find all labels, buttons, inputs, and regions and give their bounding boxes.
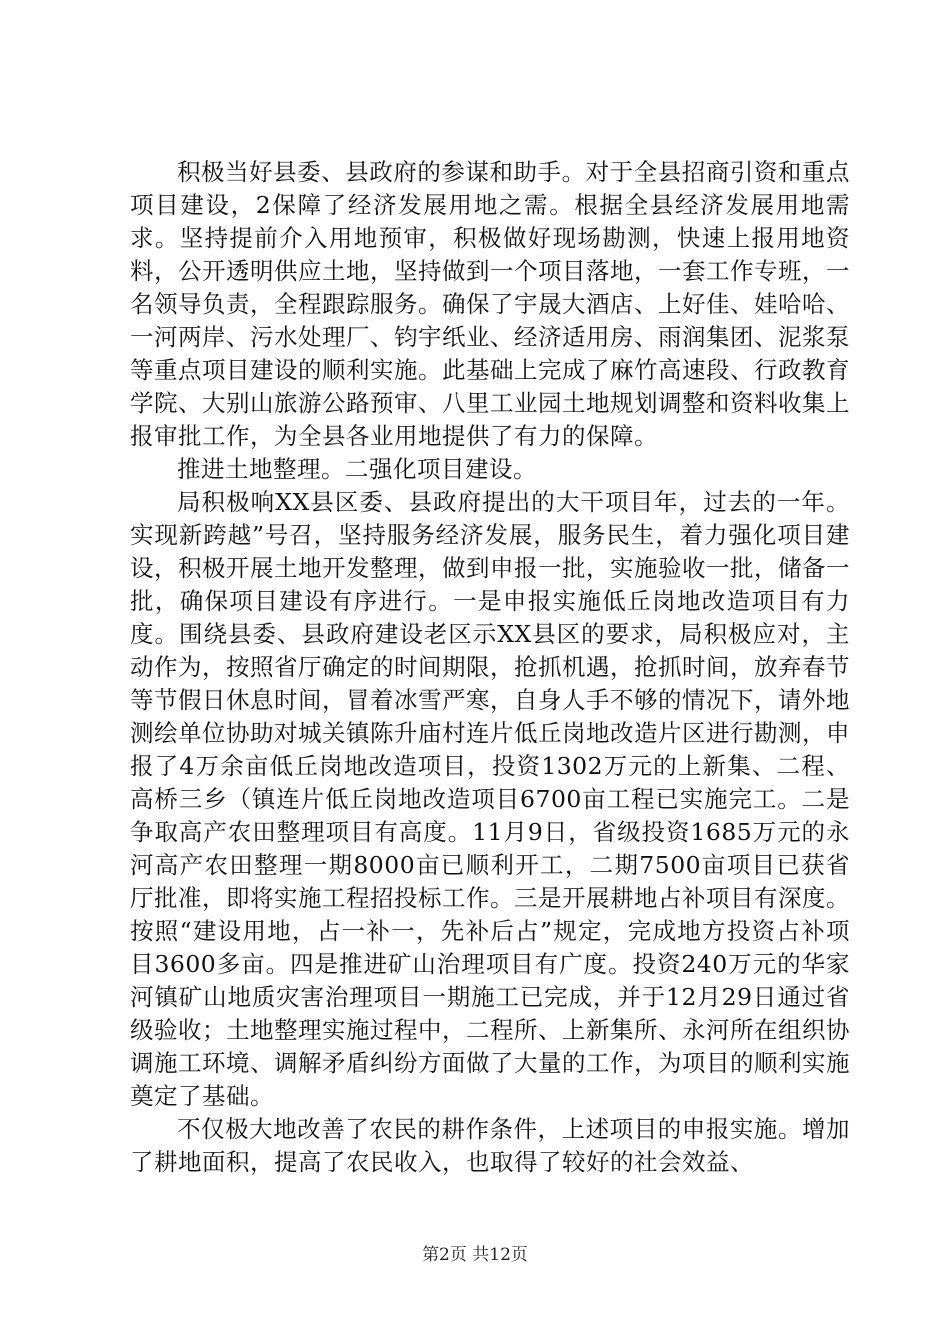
paragraph-land-supply: 积极当好县委、县政府的参谋和助手。对于全县招商引资和重点项目建设，2保障了经济发展用地之需。根据全县经济发展用地需求。坚持提前介入用地预审，积极做好现场勘测，快速上报用地资料，公开透明供应土地，坚持做到一个项目落地，一套工作专班，一名领导负责，全程跟踪服务。确保了宇晟大酒店、上好佳、娃哈哈、一河两岸、污水处理厂、钧宇纸业、经济适用房、雨润集团、泥浆泵等重点项目建设的顺利实施。此基础上完成了麻竹高速段、行政教育学院、大别山旅游公路预审、八里工业园土地规划调整和资料收集上报审批工作，为全县各业用地提供了有力的保障。: [130, 158, 850, 450]
document-body: [130, 156, 850, 1179]
page-footer: 第2页 共12页: [422, 1245, 528, 1265]
paragraph-project-construction: 局积极响XX县区委、县政府提出的大干项目年，过去的一年。实现新跨越”号召，坚持服务经济发展，服务民生，着力强化项目建设，积极开展土地开发整理，做到申报一批，实施验收一批，储备一批，确保项目建设有序进行。一是申报实施低丘岗地改造项目有力度。围绕县委、县政府建设老区示XX县区的要求，局积极应对，主动作为，按照省厅确定的时间期限，抢抓机遇，抢抓时间，放弃春节等节假日休息时间，冒着冰雪严寒，自身人手不够的情况下，请外地测绘单位协助对城关镇陈升庙村连片低丘岗地改造片区进行勘测，申报了4万余亩低丘岗地改造项目，投资1302万元的上新集、二程、高桥三乡（镇连片低丘岗地改造项目6700亩工程已实施完工。二是争取高产农田整理项目有高度。11月9日，省级投资1685万元的永河高产农田整理一期8000亩已顺利开工，二期7500亩项目已获省厅批准，即将实施工程招投标工作。三是开展耕地占补项目有深度。按照“建设用地，占一补一，先补后占”规定，完成地方投资占补项目3600多亩。四是推进矿山治理项目有广度。投资240万元的华家河镇矿山地质灾害治理项目一期施工已完成，并于12月29日通过省级验收；土地整理实施过程中，二程所、上新集所、永河所在组织协调施工环境、调解矛盾纠纷方面做了大量的工作，为项目的顺利实施奠定了基础。: [130, 488, 850, 1110]
paragraph-project-benefits: 不仅极大地改善了农民的耕作条件，上述项目的申报实施。增加了耕地面积，提高了农民收入，也取得了较好的社会效益、: [130, 1115, 850, 1176]
paragraph-section-heading: 推进土地整理。二强化项目建设。: [177, 455, 537, 483]
